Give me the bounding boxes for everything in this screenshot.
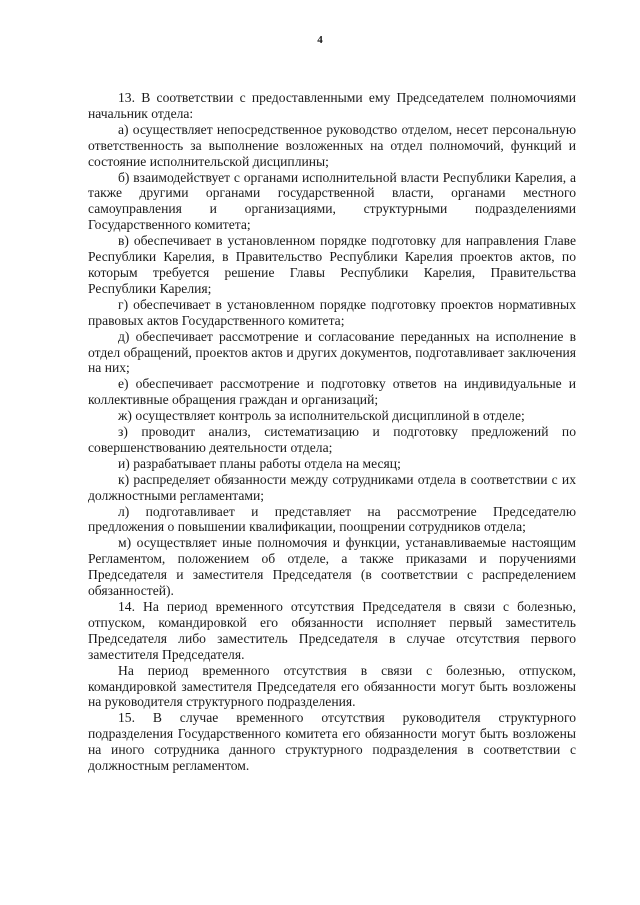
paragraph-15: 15. В случае временного отсутствия руководителя структурного подразделения Государственного комитета его обязанности могут быть возложены на иного сотрудника данного структурного подразделения в соответствии с должностным регламентом. — [88, 710, 576, 774]
list-item-d: д) обеспечивает рассмотрение и согласование переданных на исполнение в отдел обращений, проектов актов и других документов, подготавливает заключения на них; — [88, 328, 576, 376]
list-item-zh: ж) осуществляет контроль за исполнительской дисциплиной в отделе; — [118, 408, 525, 424]
paragraph-13: 13. В соответствии с предоставленными ему Председателем полномочиями начальник отдела: — [88, 90, 576, 121]
list-item-a: а) осуществляет непосредственное руководство отделом, несет персональную ответственность за выполнение возложенных на отдел полномочий, функций и состояние исполнительской дисциплины; — [88, 121, 576, 169]
list-item-g: г) обеспечивает в установленном порядке подготовку проектов нормативных правовых актов Государственного комитета; — [88, 296, 576, 328]
list-item-e: е) обеспечивает рассмотрение и подготовку ответов на индивидуальные и коллективные обращения граждан и организаций; — [88, 376, 576, 408]
list-item-v: в) обеспечивает в установленном порядке подготовку для направления Главе Республики Карелия, в Правительство Республики Карелия проектов актов, по которым требуется решение Главы Республики Карелия, Правительства Республики Карелия; — [88, 233, 576, 296]
paragraph-14-continued: На период временного отсутствия в связи с болезнью, отпуском, командировкой заместителя Председателя его обязанности могут быть возложены на руководителя структурного подразделения. — [88, 662, 576, 710]
list-item-i: и) разрабатывает планы работы отдела на месяц; — [118, 455, 401, 471]
list-item-b: б) взаимодействует с органами исполнительной власти Республики Карелия, а также другими органами государственной власти, органами местного самоуправления и организациями, структурными подразделениями Государственного комитета; — [88, 169, 576, 233]
list-item-m: м) осуществляет иные полномочия и функции, устанавливаемые настоящим Регламентом, положением об отделе, а также приказами и поручениями Председателя и заместителя Председателя (в соответствии с распределением обязанностей). — [88, 535, 576, 599]
list-item-l: л) подготавливает и представляет на рассмотрение Председателю предложения о повышении квалификации, поощрении сотрудников отдела; — [88, 503, 576, 535]
document-body — [88, 90, 576, 774]
page-number: 4 — [317, 34, 323, 46]
paragraph-14: 14. На период временного отсутствия Председателя в связи с болезнью, отпуском, командировкой его обязанности исполняет первый заместитель Председателя либо заместитель Председателя в случае отсутствия первого заместителя Председателя. — [88, 599, 576, 662]
list-item-k: к) распределяет обязанности между сотрудниками отдела в соответствии с их должностными регламентами; — [88, 471, 576, 503]
list-item-z: з) проводит анализ, систематизацию и подготовку предложений по совершенствованию деятельности отдела; — [88, 424, 576, 455]
